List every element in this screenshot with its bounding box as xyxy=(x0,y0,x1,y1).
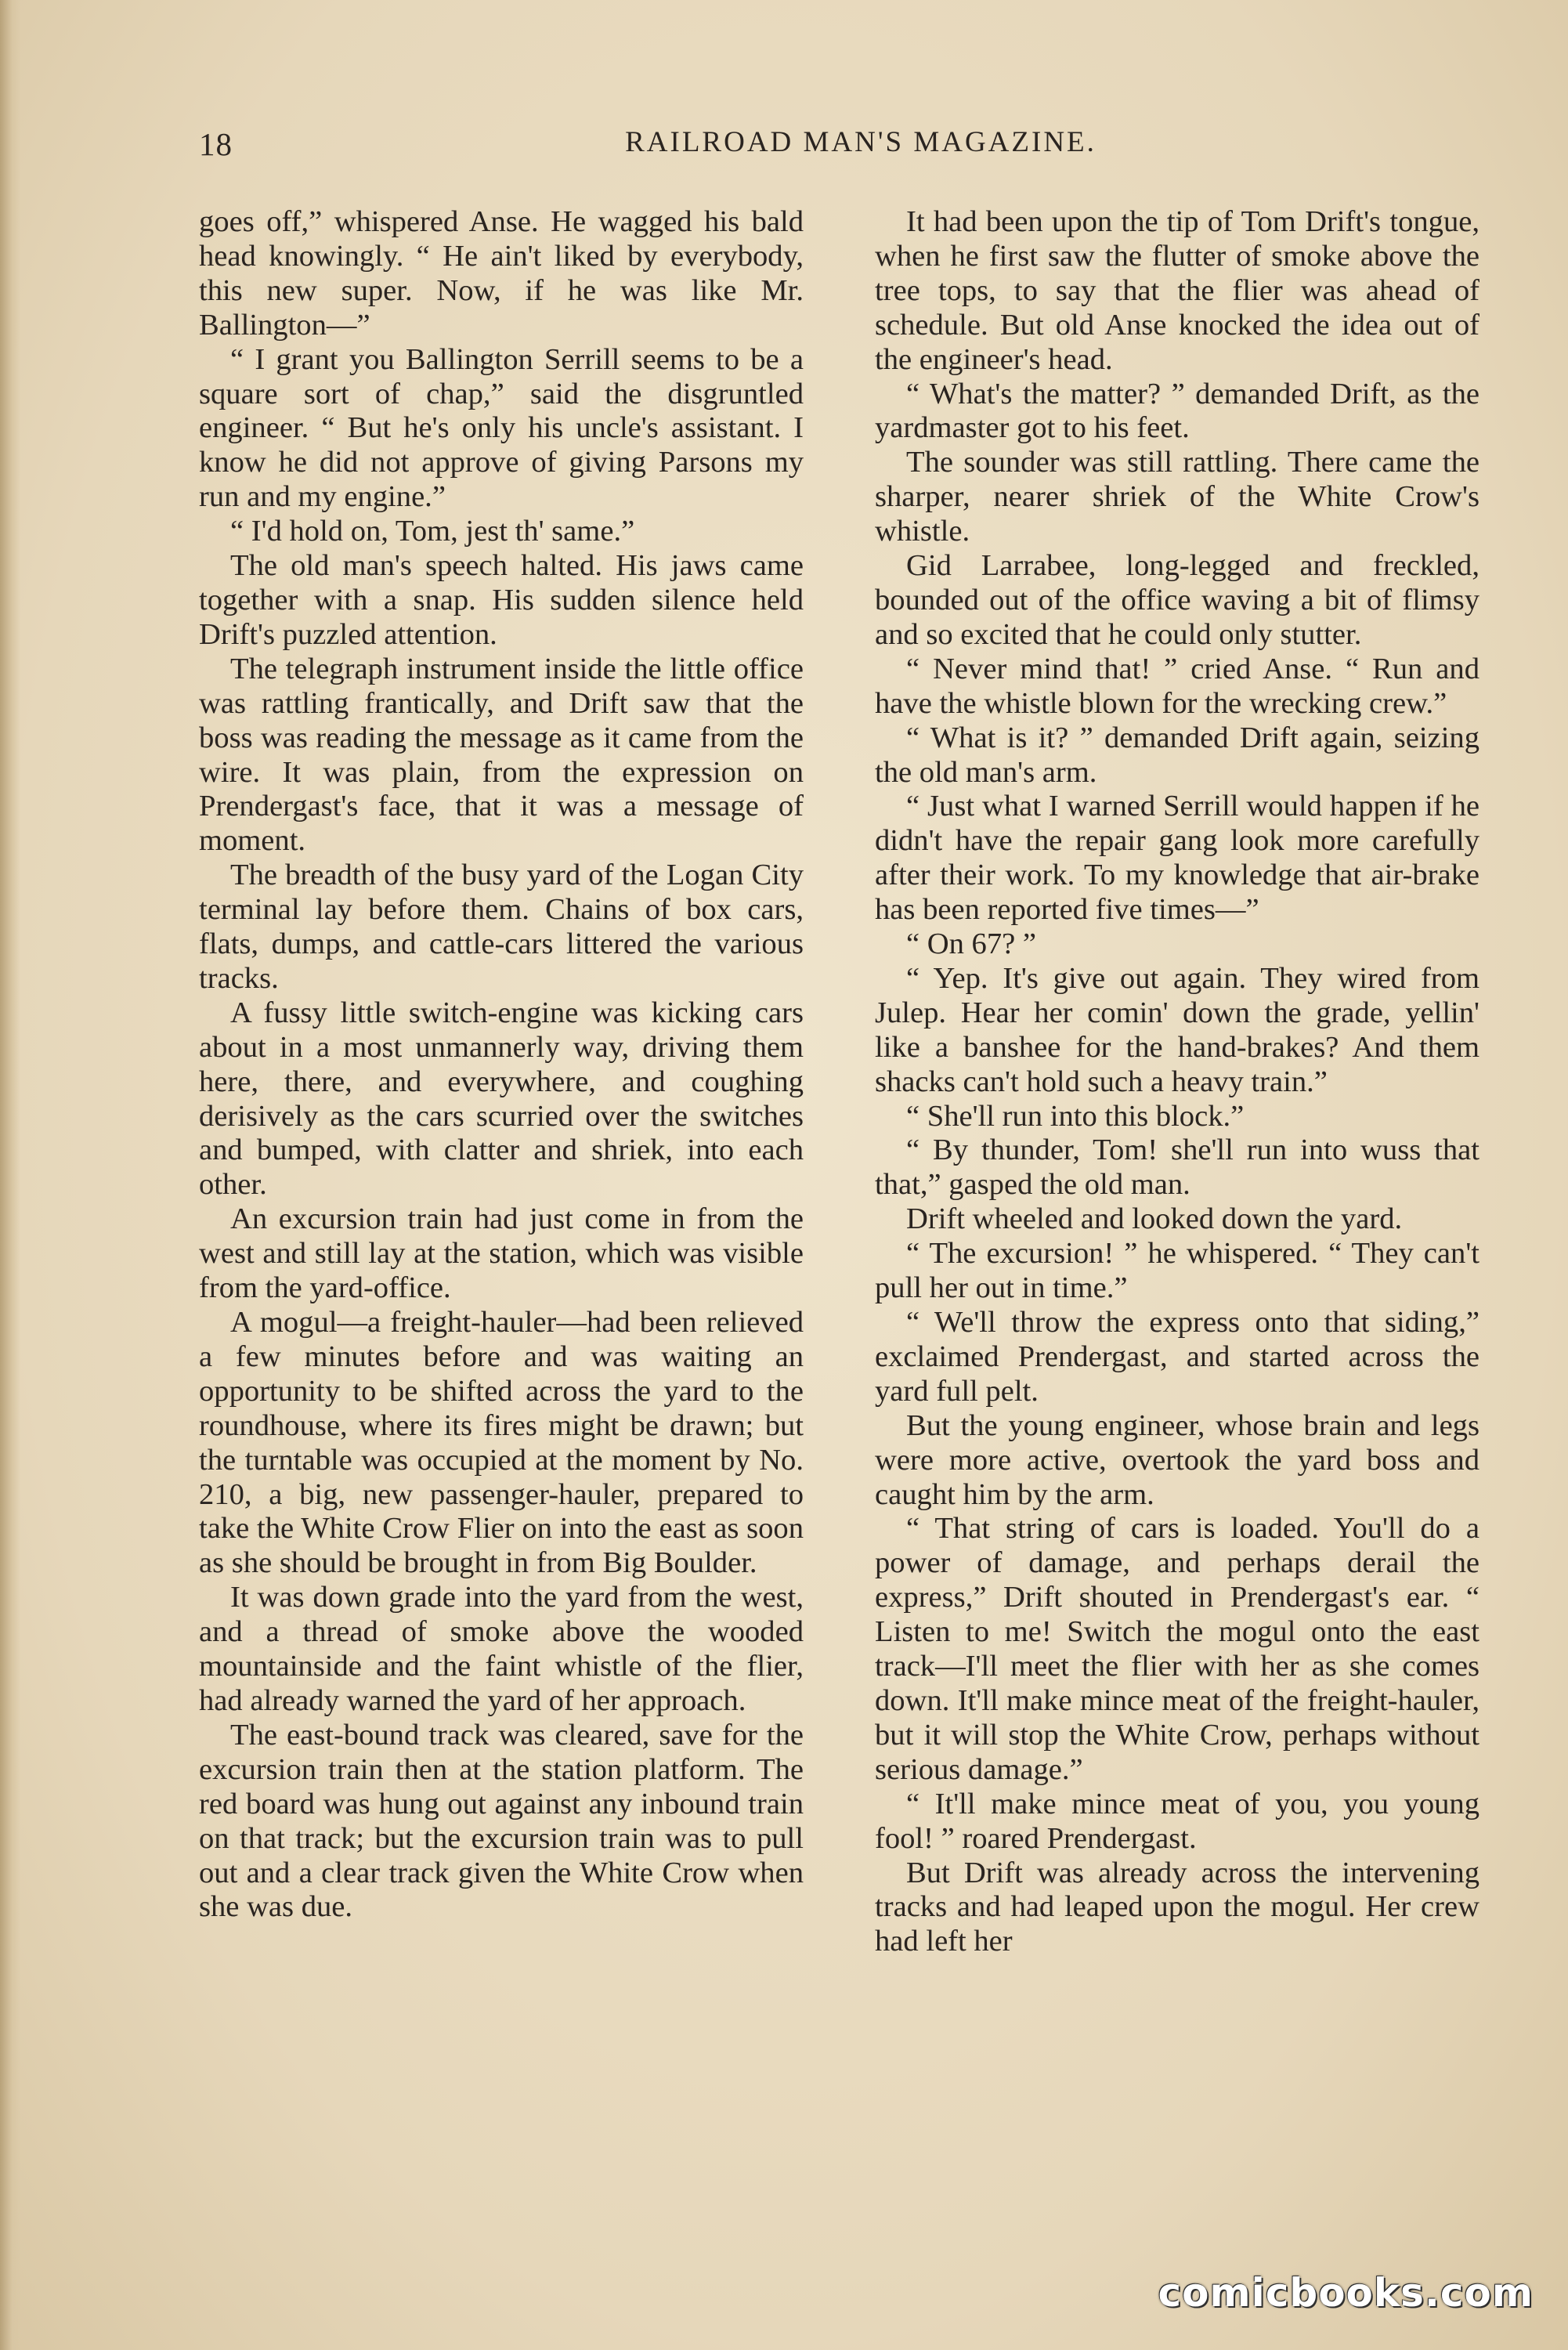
paragraph: But the young engineer, whose brain and legs were more active, overtook the yard boss and caught him by the arm. xyxy=(875,1408,1479,1511)
paragraph: The sounder was still rattling. There came the sharper, nearer shriek of the White Crow's whistle. xyxy=(875,446,1479,548)
running-title: RAILROAD MAN'S MAGAZINE. xyxy=(625,126,1097,158)
paragraph: “ She'll run into this block.” xyxy=(906,1099,1245,1133)
paragraph: A fussy little switch-engine was kicking cars about in a most unmannerly way, driving them here, there, and everywhere, and coughing derisively as the cars scurried over the switches and bumped, with clatter and shriek, into each other. xyxy=(199,996,804,1202)
paragraph: goes off,” whispered Anse. He wagged his bald head knowingly. “ He ain't liked by everybody, this new super. Now, if he was like Mr. Ballington—” xyxy=(199,205,804,342)
paragraph: The breadth of the busy yard of the Logan City terminal lay before them. Chains of box cars, flats, dumps, and cattle-cars littered the various tracks. xyxy=(199,859,804,995)
paragraph: “ Never mind that! ” cried Anse. “ Run and have the whistle blown for the wrecking crew.” xyxy=(875,652,1479,720)
paragraph: “ The excursion! ” he whispered. “ They can't pull her out in time.” xyxy=(875,1237,1479,1305)
paragraph: “ We'll throw the express onto that siding,” exclaimed Prendergast, and started across the yard full pelt. xyxy=(875,1306,1479,1408)
paragraph: “ What is it? ” demanded Drift again, seizing the old man's arm. xyxy=(875,721,1479,789)
page-binding-edge xyxy=(0,0,20,2350)
paragraph: “ Yep. It's give out again. They wired from Julep. Hear her comin' down the grade, yellin' like a banshee for the hand-brakes? And them shacks can't hold such a heavy train.” xyxy=(875,961,1479,1098)
paragraph: “ On 67? ” xyxy=(906,927,1037,961)
paragraph: The old man's speech halted. His jaws came together with a snap. His sudden silence held Drift's puzzled attention. xyxy=(199,549,804,651)
paragraph: “ I grant you Ballington Serrill seems to be a square sort of chap,” said the disgruntled engineer. “ But he's only his uncle's assistant. I know he did not approve of giving Parsons my run and my engine.” xyxy=(199,342,804,514)
paragraph: The east-bound track was cleared, save for the excursion train then at the station platform. The red board was hung out against any inbound train on that track; but the excursion train was to pull out and a clear track given the White Crow when she was due. xyxy=(199,1718,804,1924)
paragraph: “ Just what I warned Serrill would happen if he didn't have the repair gang look more carefully after their work. To my knowledge that air-brake has been reported five times—” xyxy=(875,790,1479,927)
paragraph: “ It'll make mince meat of you, you young fool! ” roared Prendergast. xyxy=(875,1787,1479,1855)
left-column xyxy=(199,205,804,1925)
paragraph: The telegraph instrument inside the little office was rattling frantically, and Drift saw that the boss was reading the message as it came from the wire. It was plain, from the expression on Prendergast's face, that it was a message of moment. xyxy=(199,652,804,858)
paragraph: “ That string of cars is loaded. You'll do a power of damage, and perhaps derail the express,” Drift shouted in Prendergast's ear. “ Listen to me! Switch the mogul onto the east track—I'll meet the flier with her as she comes down. It'll make mince meat of the freight-hauler, but it will stop the White Crow, perhaps without serious damage.” xyxy=(875,1512,1479,1786)
paragraph: A mogul—a freight-hauler—had been relieved a few minutes before and was waiting an opportunity to be shifted across the yard to the roundhouse, where its fires might be drawn; but the turntable was occupied at the moment by No. 210, a big, new passenger-hauler, prepared to take the White Crow Flier on into the east as soon as she should be brought in from Big Boulder. xyxy=(199,1306,804,1580)
paragraph: An excursion train had just come in from the west and still lay at the station, which was visible from the yard-office. xyxy=(199,1202,804,1305)
paragraph: “ What's the matter? ” demanded Drift, as the yardmaster got to his feet. xyxy=(875,377,1479,445)
right-column xyxy=(875,205,1479,1959)
paragraph: “ I'd hold on, Tom, jest th' same.” xyxy=(230,515,635,548)
page-header xyxy=(199,118,1499,172)
watermark-logo: comicbooks.com xyxy=(1158,2270,1534,2316)
paragraph: It was down grade into the yard from the west, and a thread of smoke above the wooded mountainside and the faint whistle of the flier, had already warned the yard of her approach. xyxy=(199,1581,804,1717)
paragraph: “ By thunder, Tom! she'll run into wuss that that,” gasped the old man. xyxy=(875,1133,1479,1202)
paragraph: Drift wheeled and looked down the yard. xyxy=(906,1202,1403,1236)
paragraph: It had been upon the tip of Tom Drift's tongue, when he first saw the flutter of smoke above the tree tops, to say that the flier was ahead of schedule. But old Anse knocked the idea out of the engineer's head. xyxy=(875,205,1479,376)
page-number: 18 xyxy=(199,126,233,162)
paragraph: Gid Larrabee, long-legged and freckled, bounded out of the office waving a bit of flimsy and so excited that he could only stutter. xyxy=(875,549,1479,651)
paragraph: But Drift was already across the intervening tracks and had leaped upon the mogul. Her crew had left her xyxy=(875,1856,1479,1958)
